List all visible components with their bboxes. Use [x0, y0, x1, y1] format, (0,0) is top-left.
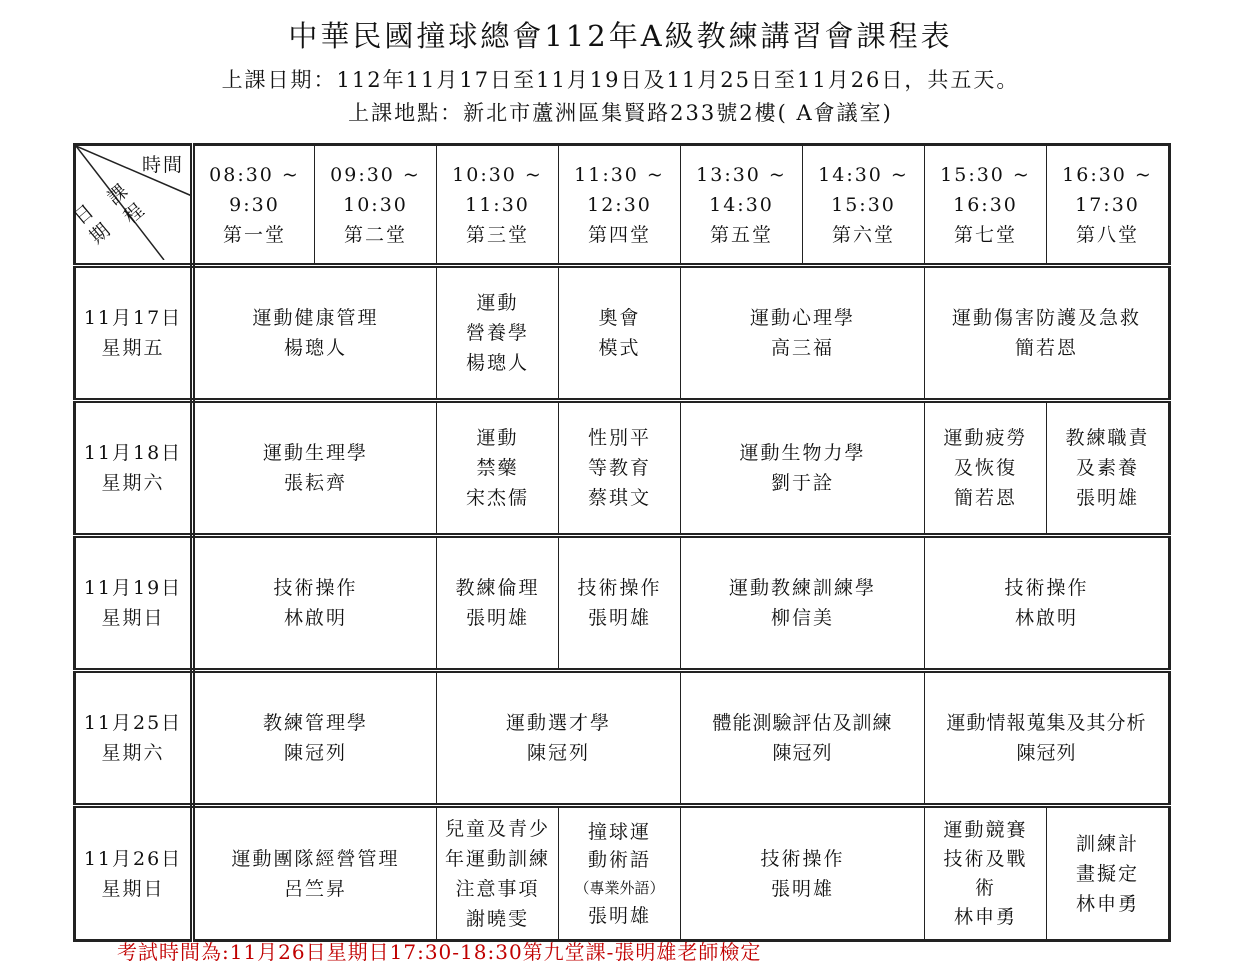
course-cell: 體能測驗評估及訓練 陳冠列: [681, 671, 925, 806]
day-row-1119: [75, 536, 1170, 671]
course-cell: 運動選才學 陳冠列: [437, 671, 681, 806]
course-cell: 撞球運 動術語 （專業外語） 張明雄: [559, 806, 681, 941]
day-cell: 11月25日 星期六: [75, 671, 193, 806]
period-5: 13:30 ~ 14:30 第五堂: [681, 145, 803, 266]
corner-date-label: 日期: [67, 200, 117, 253]
day-cell: 11月19日 星期日: [75, 536, 193, 671]
course-cell: 運動 營養學 楊璁人: [437, 266, 559, 401]
exam-note: 考試時間為:11月26日星期日17:30-18:30第九堂課-張明雄老師檢定: [117, 940, 762, 964]
header-row: [75, 145, 1170, 266]
course-cell: 運動健康管理 楊璁人: [193, 266, 437, 401]
course-cell: 運動 禁藥 宋杰儒: [437, 401, 559, 536]
period-2: 09:30 ~ 10:30 第二堂: [315, 145, 437, 266]
period-8: 16:30 ~ 17:30 第八堂: [1047, 145, 1170, 266]
period-3: 10:30 ~ 11:30 第三堂: [437, 145, 559, 266]
course-cell: 運動教練訓練學 柳信美: [681, 536, 925, 671]
course-cell: 教練職責 及素養 張明雄: [1047, 401, 1170, 536]
corner-time-label: 時間: [141, 154, 184, 176]
course-cell: 性別平 等教育 蔡琪文: [559, 401, 681, 536]
course-cell: 運動心理學 高三福: [681, 266, 925, 401]
course-cell: 運動疲勞 及恢復 簡若恩: [925, 401, 1047, 536]
day-cell: 11月18日 星期六: [75, 401, 193, 536]
course-cell: 教練倫理 張明雄: [437, 536, 559, 671]
page-title: 中華民國撞球總會112年A級教練講習會課程表: [288, 19, 953, 53]
day-cell: 11月17日 星期五: [75, 266, 193, 401]
course-cell: 運動生物力學 劉于詮: [681, 401, 925, 536]
date-line: 上課日期：112年11月17日至11月19日及11月25日至11月26日，共五天。: [221, 68, 1020, 92]
course-cell: 運動生理學 張耘齊: [193, 401, 437, 536]
day-row-1117: [75, 266, 1170, 401]
course-cell: 技術操作 林啟明: [193, 536, 437, 671]
course-cell: 運動傷害防護及急救 簡若恩: [925, 266, 1170, 401]
course-cell: 兒童及青少 年運動訓練 注意事項 謝曉雯: [437, 806, 559, 941]
period-1: 08:30 ~ 9:30 第一堂: [193, 145, 315, 266]
period-6: 14:30 ~ 15:30 第六堂: [803, 145, 925, 266]
day-row-1126: [75, 806, 1170, 941]
period-4: 11:30 ~ 12:30 第四堂: [559, 145, 681, 266]
course-cell: 教練管理學 陳冠列: [193, 671, 437, 806]
course-cell: 運動競賽 技術及戰 術 林申勇: [925, 806, 1047, 941]
corner-course-label: 課程: [101, 180, 151, 233]
day-row-1118: [75, 401, 1170, 536]
course-cell: 運動情報蒐集及其分析 陳冠列: [925, 671, 1170, 806]
course-cell: 技術操作 張明雄: [681, 806, 925, 941]
course-cell: 訓練計 畫擬定 林申勇: [1047, 806, 1170, 941]
location-line: 上課地點：新北市蘆洲區集賢路233號2樓( A會議室): [348, 101, 893, 125]
course-cell: 技術操作 張明雄: [559, 536, 681, 671]
day-row-1125: [75, 671, 1170, 806]
day-cell: 11月26日 星期日: [75, 806, 193, 941]
course-cell: 奧會 模式: [559, 266, 681, 401]
schedule-table: [67, 143, 1171, 942]
course-cell: 技術操作 林啟明: [925, 536, 1170, 671]
period-7: 15:30 ~ 16:30 第七堂: [925, 145, 1047, 266]
course-cell: 運動團隊經營管理 呂竺昇: [193, 806, 437, 941]
corner-cell: [67, 145, 193, 266]
